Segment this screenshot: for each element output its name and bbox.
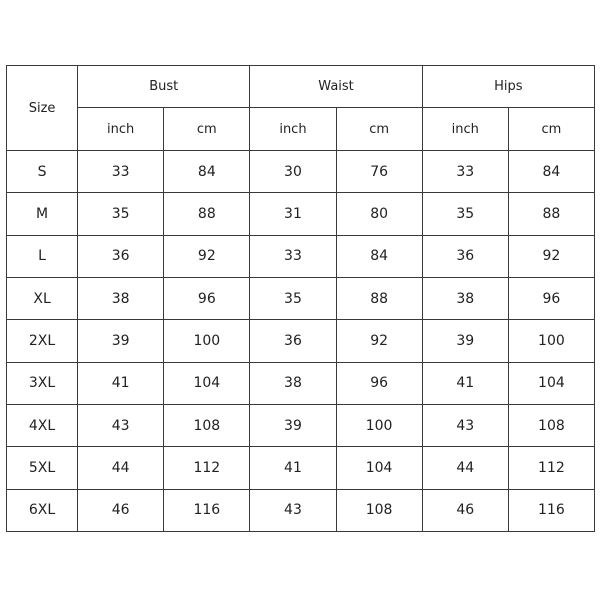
hips-inch-cell: 43: [422, 404, 508, 446]
hips-cm-cell: 100: [508, 320, 594, 362]
waist-cm-cell: 100: [336, 404, 422, 446]
waist-cm-cell: 92: [336, 320, 422, 362]
bust-cm-cell: 116: [164, 489, 250, 531]
bust-cm-cell: 108: [164, 404, 250, 446]
bust-cm-cell: 92: [164, 235, 250, 277]
bust-inch-cell: 44: [78, 447, 164, 489]
header-row-groups: [7, 66, 595, 108]
hips-cm-cell: 84: [508, 151, 594, 193]
hips-cm-cell: 108: [508, 404, 594, 446]
table-row: [7, 404, 595, 446]
size-cell: 5XL: [7, 447, 78, 489]
hips-cm-cell: 92: [508, 235, 594, 277]
bust-cm-header: cm: [164, 108, 250, 151]
header-row-units: [7, 108, 595, 151]
hips-inch-cell: 41: [422, 362, 508, 404]
hips-inch-cell: 38: [422, 277, 508, 319]
bust-cm-cell: 96: [164, 277, 250, 319]
bust-cm-cell: 84: [164, 151, 250, 193]
waist-inch-cell: 39: [250, 404, 336, 446]
table-body: [7, 151, 595, 532]
waist-cm-cell: 84: [336, 235, 422, 277]
waist-inch-cell: 41: [250, 447, 336, 489]
table-row: [7, 489, 595, 531]
hips-inch-cell: 35: [422, 193, 508, 235]
hips-inch-header: inch: [422, 108, 508, 151]
table-row: [7, 193, 595, 235]
waist-inch-cell: 33: [250, 235, 336, 277]
hips-cm-cell: 112: [508, 447, 594, 489]
size-cell: L: [7, 235, 78, 277]
hips-inch-cell: 44: [422, 447, 508, 489]
table-row: [7, 362, 595, 404]
bust-inch-header: inch: [78, 108, 164, 151]
waist-inch-cell: 36: [250, 320, 336, 362]
waist-cm-header: cm: [336, 108, 422, 151]
bust-inch-cell: 33: [78, 151, 164, 193]
table-row: [7, 151, 595, 193]
waist-inch-header: inch: [250, 108, 336, 151]
hips-inch-cell: 33: [422, 151, 508, 193]
table-row: [7, 277, 595, 319]
bust-inch-cell: 35: [78, 193, 164, 235]
size-cell: 3XL: [7, 362, 78, 404]
bust-cm-cell: 112: [164, 447, 250, 489]
waist-cm-cell: 108: [336, 489, 422, 531]
waist-inch-cell: 43: [250, 489, 336, 531]
size-cell: 2XL: [7, 320, 78, 362]
hips-cm-cell: 116: [508, 489, 594, 531]
size-cell: 4XL: [7, 404, 78, 446]
bust-inch-cell: 46: [78, 489, 164, 531]
waist-cm-cell: 104: [336, 447, 422, 489]
size-cell: 6XL: [7, 489, 78, 531]
waist-inch-cell: 38: [250, 362, 336, 404]
bust-cm-cell: 88: [164, 193, 250, 235]
bust-cm-cell: 100: [164, 320, 250, 362]
size-chart-table: [6, 65, 595, 532]
size-cell: M: [7, 193, 78, 235]
table-row: [7, 235, 595, 277]
bust-inch-cell: 36: [78, 235, 164, 277]
table-row: [7, 320, 595, 362]
hips-inch-cell: 36: [422, 235, 508, 277]
hips-cm-cell: 104: [508, 362, 594, 404]
waist-inch-cell: 31: [250, 193, 336, 235]
hips-cm-cell: 88: [508, 193, 594, 235]
waist-cm-cell: 80: [336, 193, 422, 235]
hips-cm-header: cm: [508, 108, 594, 151]
bust-group-header: Bust: [78, 66, 250, 108]
waist-group-header: Waist: [250, 66, 422, 108]
waist-inch-cell: 35: [250, 277, 336, 319]
bust-inch-cell: 38: [78, 277, 164, 319]
bust-cm-cell: 104: [164, 362, 250, 404]
table-row: [7, 447, 595, 489]
size-cell: XL: [7, 277, 78, 319]
hips-inch-cell: 39: [422, 320, 508, 362]
hips-group-header: Hips: [422, 66, 594, 108]
waist-inch-cell: 30: [250, 151, 336, 193]
bust-inch-cell: 41: [78, 362, 164, 404]
size-column-header: Size: [7, 66, 78, 151]
waist-cm-cell: 76: [336, 151, 422, 193]
hips-inch-cell: 46: [422, 489, 508, 531]
waist-cm-cell: 88: [336, 277, 422, 319]
bust-inch-cell: 43: [78, 404, 164, 446]
waist-cm-cell: 96: [336, 362, 422, 404]
hips-cm-cell: 96: [508, 277, 594, 319]
size-cell: S: [7, 151, 78, 193]
bust-inch-cell: 39: [78, 320, 164, 362]
table-header: [7, 66, 595, 151]
